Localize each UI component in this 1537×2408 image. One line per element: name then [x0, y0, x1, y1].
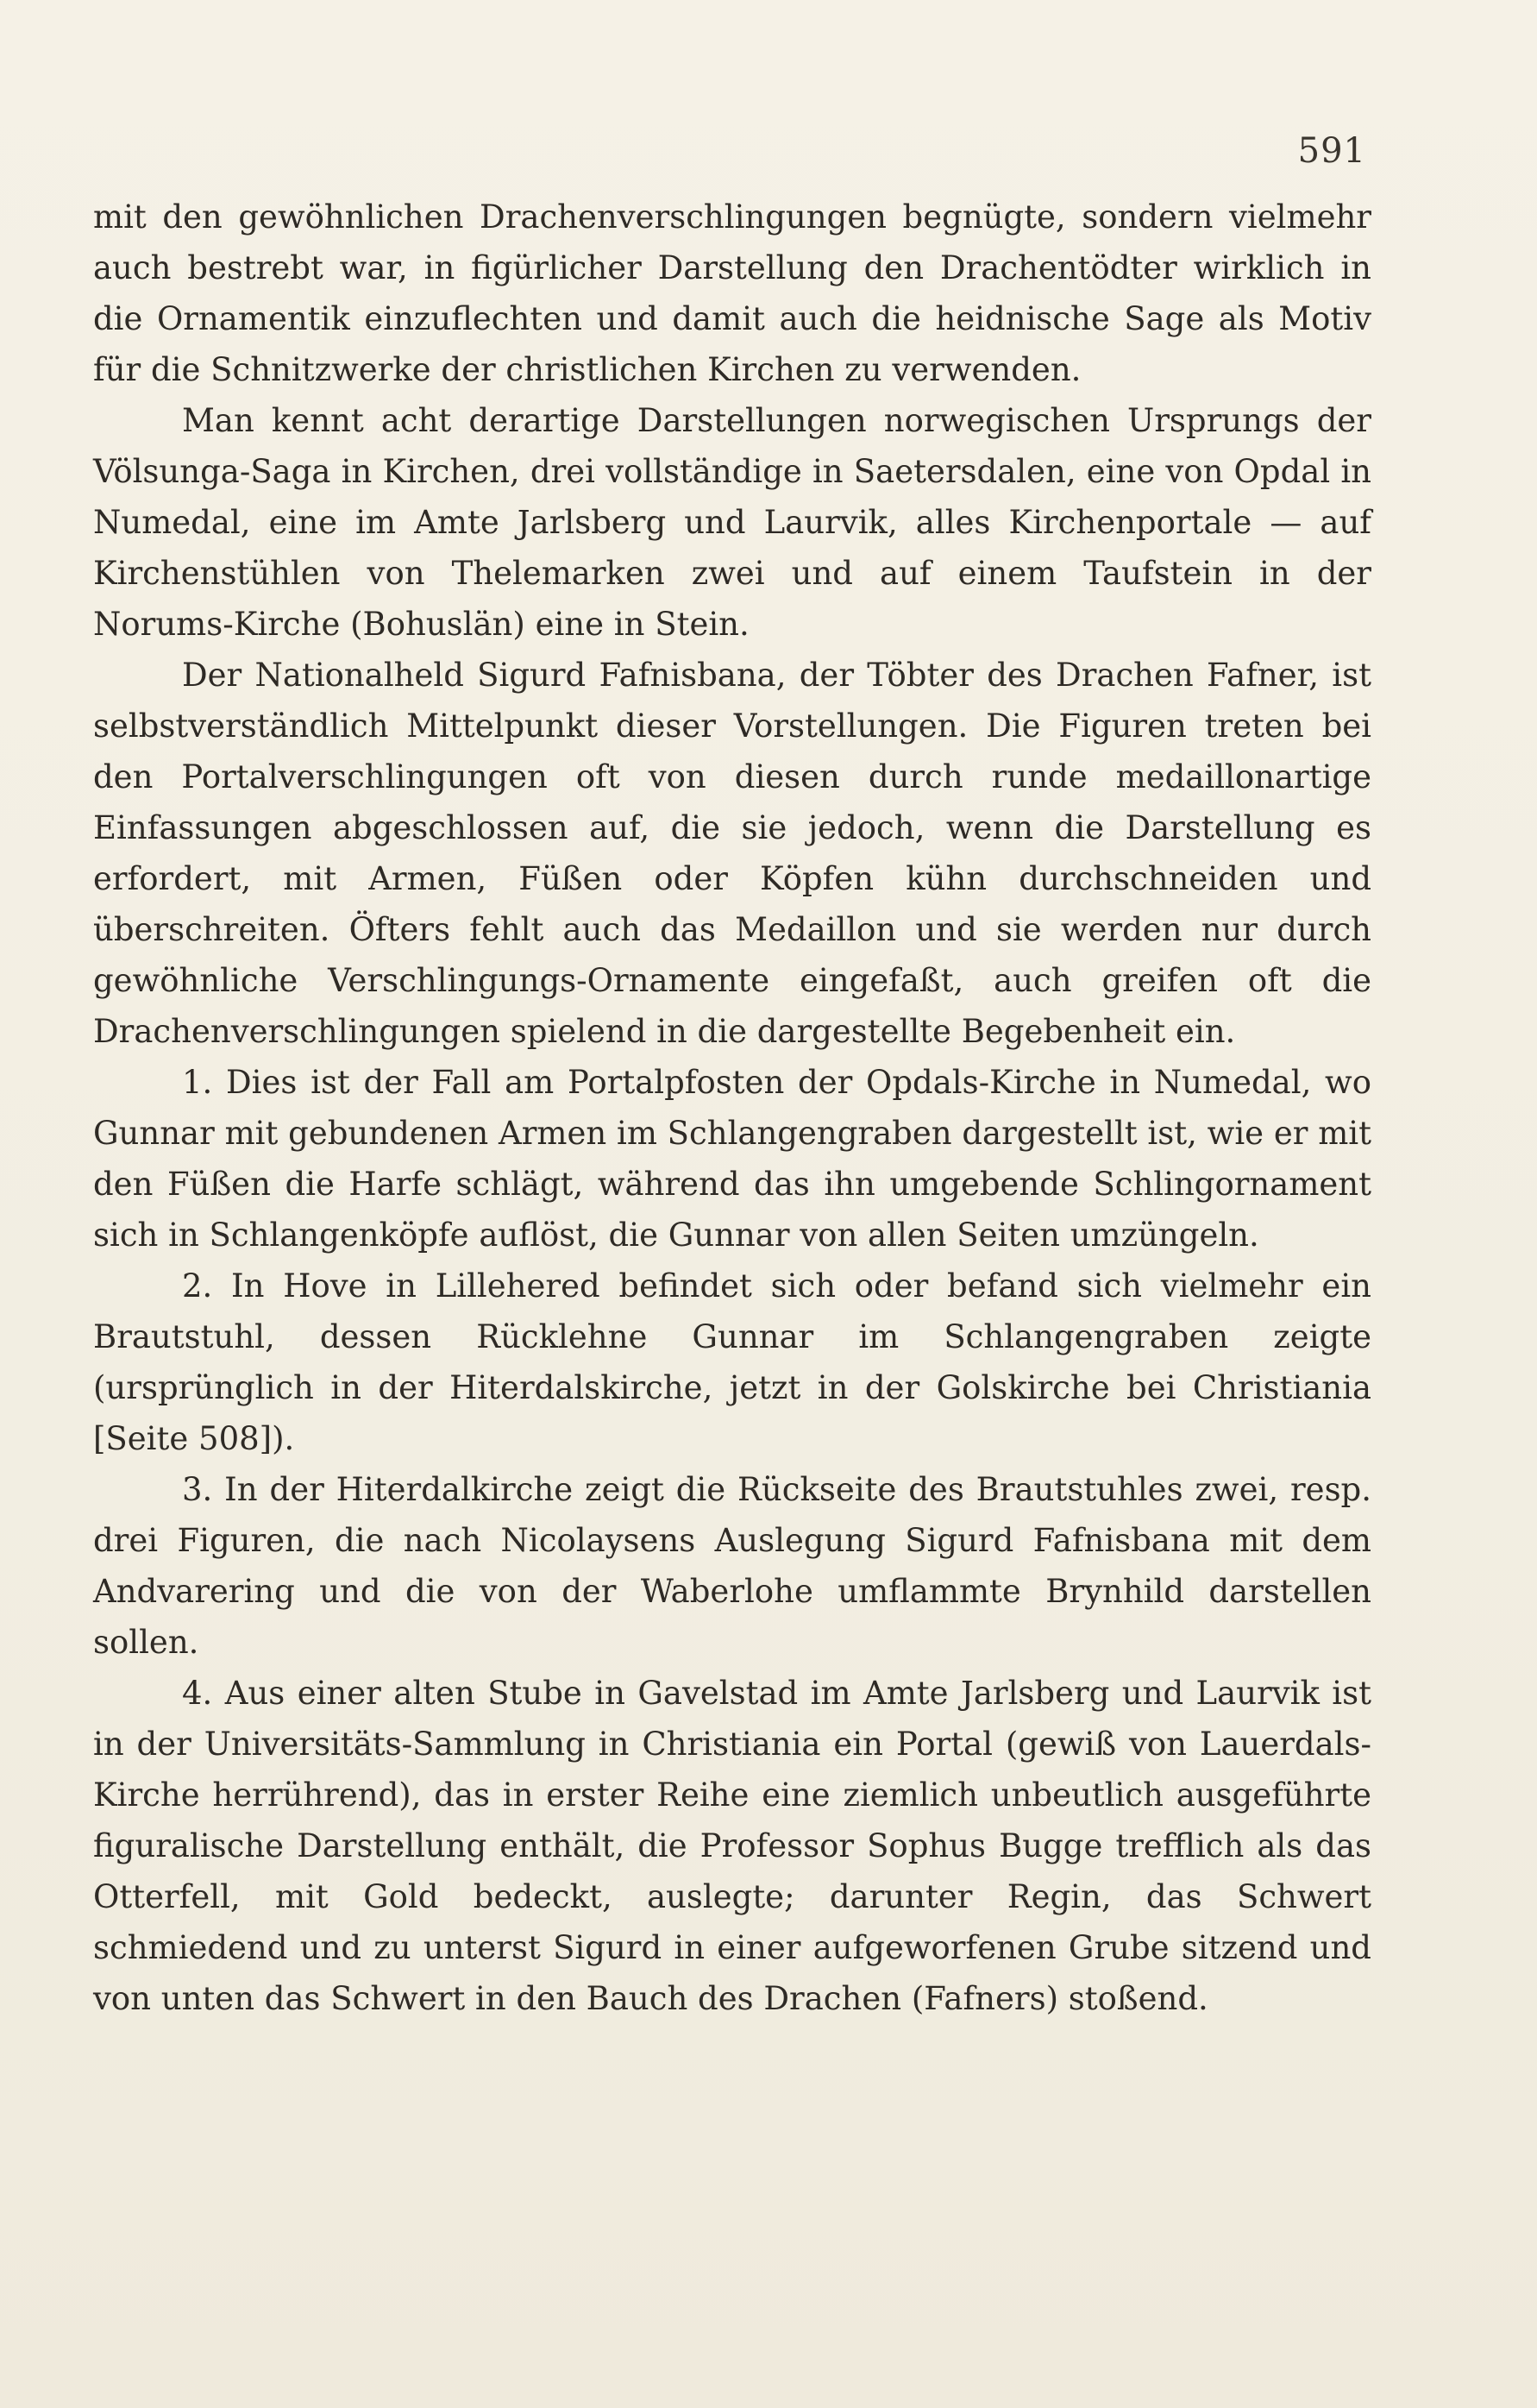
paragraph-sigurd: Der Nationalheld Sigurd Fafnisbana, der Töbter des Drachen Fafner, ist selbstverständlich Mittelpunkt dieser Vorstellungen. Die Figuren treten bei den Portalverschlingungen oft von diesen durch runde medaillonartige Einfassungen abgeschlossen auf, die sie jedoch, wenn die Darstellung es erfordert, mit Armen, Füßen oder Köpfen kühn durchschneiden und überschreiten. Öfters fehlt auch das Medaillon und sie werden nur durch gewöhnliche Verschlingungs-Ornamente eingefaßt, auch greifen oft die Drachenverschlingungen spielend in die dargestellte Begebenheit ein.	[93, 657, 1371, 1050]
list-item-4: 4. Aus einer alten Stube in Gavelstad im Amte Jarlsberg und Laurvik ist in der Universitäts-Sammlung in Christiania ein Portal (gewiß von Lauerdals-Kirche herrührend), das in erster Reihe eine ziemlich unbeutlich ausgeführte figuralische Darstellung enthält, die Professor Sophus Bugge trefflich als das Otterfell, mit Gold bedeckt, auslegte; darunter Regin, das Schwert schmiedend und zu unterst Sigurd in einer aufgeworfenen Grube sitzend und von unten das Schwert in den Bauch des Drachen (Fafners) stoßend.	[93, 1675, 1371, 2017]
paragraph-continuation: mit den gewöhnlichen Drachenverschlingungen begnügte, sondern vielmehr auch bestrebt war, in figürlicher Darstellung den Drachentödter wirklich in die Ornamentik einzuflechten und damit auch die heidnische Sage als Motiv für die Schnitzwerke der christlichen Kirchen zu verwenden.	[93, 198, 1371, 388]
body-text	[93, 192, 1371, 2024]
list-item-2: 2. In Hove in Lillehered befindet sich oder befand sich vielmehr ein Brautstuhl, dessen Rücklehne Gunnar im Schlangengraben zeigte (ursprünglich in der Hiterdalskirche, jetzt in der Golskirche bei Christiania [Seite 508]).	[93, 1267, 1371, 1457]
list-item-1: 1. Dies ist der Fall am Portalpfosten der Opdals-Kirche in Numedal, wo Gunnar mit gebundenen Armen im Schlangengraben dargestellt ist, wie er mit den Füßen die Harfe schlägt, während das ihn umgebende Schlingornament sich in Schlangenköpfe auflöst, die Gunnar von allen Seiten umzüngeln.	[93, 1064, 1371, 1254]
page-number: 591	[1297, 131, 1366, 171]
list-item-3: 3. In der Hiterdalkirche zeigt die Rückseite des Brautstuhles zwei, resp. drei Figuren, die nach Nicolaysens Auslegung Sigurd Fafnisbana mit dem Andvarering und die von der Waberlohe umflammte Brynhild darstellen sollen.	[93, 1471, 1371, 1661]
paragraph-depictions: Man kennt acht derartige Darstellungen norwegischen Ursprungs der Völsunga-Saga in Kirchen, drei vollständige in Saetersdalen, eine von Opdal in Numedal, eine im Amte Jarlsberg und Laurvik, alles Kirchenportale — auf Kirchenstühlen von Thelemarken zwei und auf einem Taufstein in der Norums-Kirche (Bohuslän) eine in Stein.	[93, 402, 1371, 643]
